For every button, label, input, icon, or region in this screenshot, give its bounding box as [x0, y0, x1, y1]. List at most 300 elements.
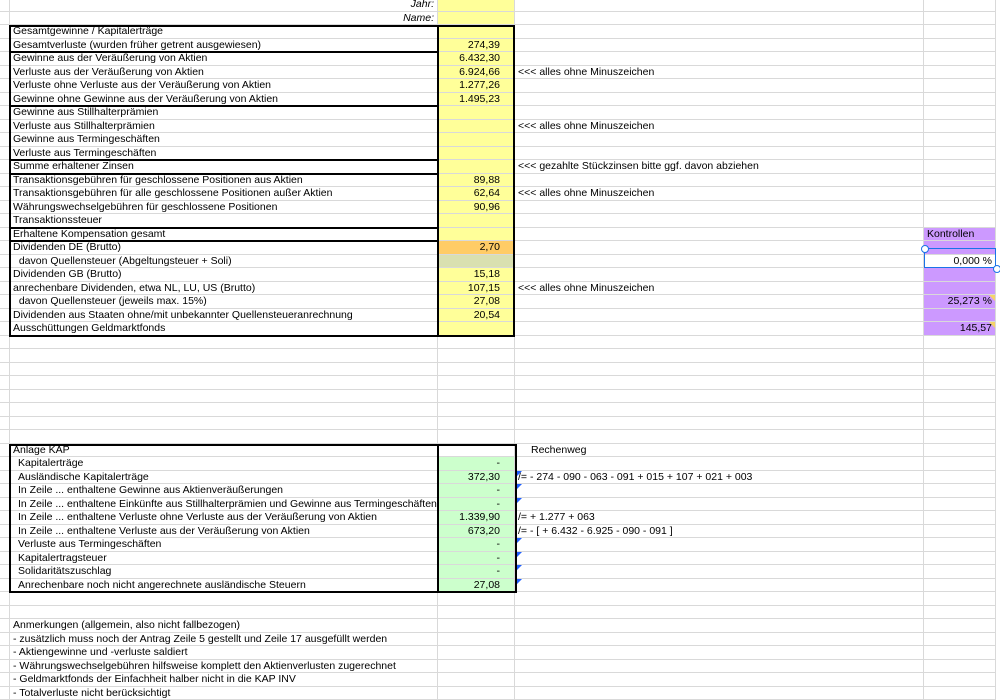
cell[interactable]: [438, 619, 515, 633]
sheet-row: [0, 471, 1000, 485]
cell[interactable]: [438, 444, 515, 458]
cell[interactable]: [924, 336, 996, 350]
sheet-row: [0, 430, 1000, 444]
sheet-row: [0, 174, 1000, 188]
cell[interactable]: [10, 592, 438, 606]
input-label[interactable]: Dividenden aus Staaten ohne/mit unbekannter Quellensteueranrechnung: [10, 309, 438, 323]
cell[interactable]: [515, 390, 924, 404]
sheet-row: [0, 66, 1000, 80]
cell[interactable]: [0, 25, 10, 39]
cell[interactable]: [924, 39, 996, 53]
cell[interactable]: [0, 174, 10, 188]
cell[interactable]: [515, 214, 924, 228]
cell[interactable]: [515, 565, 924, 579]
cell[interactable]: [0, 673, 10, 687]
input-label[interactable]: davon Quellensteuer (Abgeltungsteuer + Soli): [10, 255, 438, 269]
cell[interactable]: [924, 120, 996, 134]
anlage-label[interactable]: Kapitalertragsteuer: [10, 552, 438, 566]
cell[interactable]: [515, 430, 924, 444]
cell[interactable]: [924, 673, 996, 687]
comment-marker-icon[interactable]: [515, 484, 522, 491]
cell[interactable]: [924, 66, 996, 80]
sheet-row: [0, 12, 1000, 26]
cell[interactable]: [0, 268, 10, 282]
anlage-label[interactable]: In Zeile ... enthaltene Verluste aus der Veräußerung von Aktien: [10, 525, 438, 539]
rechenweg-title[interactable]: Rechenweg: [515, 444, 924, 458]
input-label[interactable]: Erhaltene Kompensation gesamt: [10, 228, 438, 242]
input-label[interactable]: anrechenbare Dividenden, etwa NL, LU, US (Brutto): [10, 282, 438, 296]
comment-marker-icon[interactable]: [515, 552, 522, 559]
cell[interactable]: [515, 363, 924, 377]
cell[interactable]: [924, 52, 996, 66]
cell[interactable]: [0, 538, 10, 552]
hint-note[interactable]: <<< gezahlte Stückzinsen bitte ggf. davon abziehen: [515, 160, 924, 174]
kontrolle-value[interactable]: 25,273 %: [924, 295, 996, 309]
cell[interactable]: [924, 633, 996, 647]
cell[interactable]: [0, 52, 10, 66]
cell[interactable]: [515, 673, 924, 687]
cell[interactable]: [0, 241, 10, 255]
sheet-row: [0, 336, 1000, 350]
cell[interactable]: [924, 363, 996, 377]
cell[interactable]: [10, 363, 438, 377]
input-value[interactable]: 2,70: [438, 241, 515, 255]
sheet-row: [0, 214, 1000, 228]
anmerkung-text[interactable]: - zusätzlich muss noch der Antrag Zeile 5 gestellt und Zeile 17 ausgefüllt werden: [10, 633, 438, 647]
cell[interactable]: [924, 79, 996, 93]
cell[interactable]: [438, 417, 515, 431]
cell[interactable]: [924, 511, 996, 525]
input-label[interactable]: Gewinne aus Stillhalterprämien: [10, 106, 438, 120]
sheet-row: [0, 79, 1000, 93]
cell[interactable]: [10, 376, 438, 390]
cell[interactable]: [0, 309, 10, 323]
cell[interactable]: [0, 525, 10, 539]
anlage-label[interactable]: Kapitalerträge: [10, 457, 438, 471]
cell[interactable]: [0, 687, 10, 700]
cell[interactable]: [515, 349, 924, 363]
jahr-label[interactable]: Jahr:: [10, 0, 438, 12]
input-label[interactable]: Verluste aus Stillhalterprämien: [10, 120, 438, 134]
cell[interactable]: [924, 457, 996, 471]
cell[interactable]: [10, 390, 438, 404]
cell[interactable]: [438, 349, 515, 363]
comment-marker-icon[interactable]: [515, 498, 522, 505]
cell[interactable]: [438, 403, 515, 417]
rechenweg-formula[interactable]: /= - [ + 6.432 - 6.925 - 090 - 091 ]: [515, 525, 924, 539]
cell[interactable]: [0, 430, 10, 444]
cell[interactable]: [0, 295, 10, 309]
anlage-label[interactable]: Anrechenbare noch nicht angerechnete ausländische Steuern: [10, 579, 438, 593]
rechenweg-formula[interactable]: /= + 1.277 + 063: [515, 511, 924, 525]
cell[interactable]: [0, 403, 10, 417]
cell[interactable]: [0, 633, 10, 647]
sheet-row: [0, 120, 1000, 134]
hint-note[interactable]: <<< alles ohne Minuszeichen: [515, 282, 924, 296]
hint-note[interactable]: <<< alles ohne Minuszeichen: [515, 187, 924, 201]
cell[interactable]: [515, 579, 924, 593]
anmerkung-text[interactable]: - Aktiengewinne und -verluste saldiert: [10, 646, 438, 660]
cell[interactable]: [0, 214, 10, 228]
cell[interactable]: [515, 619, 924, 633]
input-label[interactable]: Gewinne aus Termingeschäften: [10, 133, 438, 147]
hint-note[interactable]: <<< alles ohne Minuszeichen: [515, 66, 924, 80]
cell[interactable]: [0, 39, 10, 53]
sheet-row: [0, 673, 1000, 687]
cell[interactable]: [0, 120, 10, 134]
cell[interactable]: [924, 147, 996, 161]
cell[interactable]: [0, 12, 10, 26]
cell[interactable]: [924, 484, 996, 498]
cell[interactable]: [515, 79, 924, 93]
input-label[interactable]: Gewinne ohne Gewinne aus der Veräußerung von Aktien: [10, 93, 438, 107]
cell[interactable]: [924, 268, 996, 282]
cell[interactable]: [438, 376, 515, 390]
cell[interactable]: [0, 79, 10, 93]
cell[interactable]: [515, 228, 924, 242]
input-value[interactable]: 15,18: [438, 268, 515, 282]
anlage-label[interactable]: In Zeile ... enthaltene Gewinne aus Aktienveräußerungen: [10, 484, 438, 498]
input-label[interactable]: Dividenden DE (Brutto): [10, 241, 438, 255]
input-value[interactable]: 90,96: [438, 201, 515, 215]
hint-note[interactable]: <<< alles ohne Minuszeichen: [515, 120, 924, 134]
sheet-row: [0, 606, 1000, 620]
sheet-row: [0, 295, 1000, 309]
selection-handle-icon[interactable]: [993, 265, 1000, 273]
cell[interactable]: [0, 133, 10, 147]
cell[interactable]: [0, 511, 10, 525]
cell[interactable]: [0, 201, 10, 215]
cell[interactable]: [0, 336, 10, 350]
cell[interactable]: [515, 633, 924, 647]
cell[interactable]: [515, 646, 924, 660]
anlage-value[interactable]: -: [438, 498, 515, 512]
input-label[interactable]: Gesamtverluste (wurden früher getrent ausgewiesen): [10, 39, 438, 53]
cell[interactable]: [0, 66, 10, 80]
cell[interactable]: [438, 133, 515, 147]
cell[interactable]: [0, 255, 10, 269]
kontrolle-value[interactable]: 0,000 %: [924, 255, 996, 269]
input-label[interactable]: Verluste aus Termingeschäften: [10, 147, 438, 161]
cell[interactable]: [924, 106, 996, 120]
anlage-value[interactable]: 1.339,90: [438, 511, 515, 525]
cell[interactable]: [10, 606, 438, 620]
cell[interactable]: [10, 336, 438, 350]
cell[interactable]: [0, 187, 10, 201]
cell[interactable]: [515, 417, 924, 431]
cell[interactable]: [438, 363, 515, 377]
cell[interactable]: [515, 174, 924, 188]
cell[interactable]: [438, 120, 515, 134]
cell[interactable]: [924, 0, 996, 12]
sheet-row: [0, 687, 1000, 700]
input-label[interactable]: davon Quellensteuer (jeweils max. 15%): [10, 295, 438, 309]
cell[interactable]: [515, 457, 924, 471]
cell[interactable]: [0, 0, 10, 12]
cell[interactable]: [438, 687, 515, 700]
cell[interactable]: [10, 403, 438, 417]
anmerkung-text[interactable]: - Geldmarktfonds der Einfachheit halber nicht in die KAP INV: [10, 673, 438, 687]
sheet-row: [0, 363, 1000, 377]
cell[interactable]: [924, 552, 996, 566]
cell[interactable]: [438, 214, 515, 228]
input-label[interactable]: Transaktionsgebühren für alle geschlossene Positionen außer Aktien: [10, 187, 438, 201]
cell[interactable]: [438, 336, 515, 350]
selection-handle-icon[interactable]: [921, 245, 929, 253]
cell[interactable]: [10, 430, 438, 444]
cell[interactable]: [0, 93, 10, 107]
cell[interactable]: [0, 579, 10, 593]
cell[interactable]: [924, 349, 996, 363]
cell[interactable]: [10, 417, 438, 431]
cell[interactable]: [515, 241, 924, 255]
cell[interactable]: [0, 619, 10, 633]
cell[interactable]: [924, 430, 996, 444]
cell[interactable]: [438, 646, 515, 660]
sheet-row: [0, 39, 1000, 53]
sheet-row: [0, 390, 1000, 404]
input-value[interactable]: 27,08: [438, 295, 515, 309]
comment-marker-icon[interactable]: [989, 295, 995, 301]
cell[interactable]: [515, 12, 924, 26]
sheet-row: [0, 444, 1000, 458]
cell[interactable]: [515, 484, 924, 498]
cell[interactable]: [924, 93, 996, 107]
input-label[interactable]: Transaktionssteuer: [10, 214, 438, 228]
cell[interactable]: [515, 592, 924, 606]
cell[interactable]: [0, 552, 10, 566]
cell[interactable]: [515, 25, 924, 39]
input-label[interactable]: Gesamtgewinne / Kapitalerträge: [10, 25, 438, 39]
cell[interactable]: [924, 282, 996, 296]
cell[interactable]: [515, 93, 924, 107]
cell[interactable]: [438, 160, 515, 174]
cell[interactable]: [924, 214, 996, 228]
sheet-row: [0, 619, 1000, 633]
cell[interactable]: [0, 444, 10, 458]
input-value[interactable]: 6.432,30: [438, 52, 515, 66]
cell[interactable]: [438, 106, 515, 120]
cell[interactable]: [0, 147, 10, 161]
sheet-row: [0, 403, 1000, 417]
sheet-row: [0, 25, 1000, 39]
cell[interactable]: [438, 0, 515, 12]
anlage-value[interactable]: -: [438, 538, 515, 552]
input-value[interactable]: 1.277,26: [438, 79, 515, 93]
cell[interactable]: [924, 471, 996, 485]
input-label[interactable]: Währungswechselgebühren für geschlossene Positionen: [10, 201, 438, 215]
anlage-label[interactable]: Solidaritätszuschlag: [10, 565, 438, 579]
sheet-row: [0, 106, 1000, 120]
kontrollen-title[interactable]: Kontrollen: [924, 228, 996, 242]
anmerkung-text[interactable]: - Währungswechselgebühren hilfsweise komplett den Aktienverlusten zugerechnet: [10, 660, 438, 674]
cell[interactable]: [0, 106, 10, 120]
sheet-row: [0, 268, 1000, 282]
cell[interactable]: [0, 390, 10, 404]
anlage-label[interactable]: In Zeile ... enthaltene Einkünfte aus Stillhalterprämien und Gewinne aus Termingeschäften: [10, 498, 438, 512]
cell[interactable]: [515, 538, 924, 552]
kontrolle-value[interactable]: 145,57: [924, 322, 996, 336]
cell[interactable]: [924, 25, 996, 39]
sheet-row: [0, 322, 1000, 336]
sheet-row: [0, 228, 1000, 242]
anlage-value[interactable]: 27,08: [438, 579, 515, 593]
cell[interactable]: [924, 174, 996, 188]
cell[interactable]: [924, 646, 996, 660]
input-value[interactable]: 107,15: [438, 282, 515, 296]
cell[interactable]: [0, 376, 10, 390]
cell[interactable]: [515, 687, 924, 700]
anlage-value[interactable]: 372,30: [438, 471, 515, 485]
cell[interactable]: [515, 498, 924, 512]
cell[interactable]: [924, 444, 996, 458]
cell[interactable]: [924, 12, 996, 26]
cell[interactable]: [515, 295, 924, 309]
cell[interactable]: [10, 349, 438, 363]
input-label[interactable]: Transaktionsgebühren für geschlossene Positionen aus Aktien: [10, 174, 438, 188]
cell[interactable]: [924, 309, 996, 323]
cell[interactable]: [924, 525, 996, 539]
cell[interactable]: [515, 376, 924, 390]
cell[interactable]: [438, 673, 515, 687]
cell[interactable]: [924, 201, 996, 215]
comment-marker-icon[interactable]: [515, 471, 522, 478]
cell[interactable]: [438, 390, 515, 404]
comment-marker-icon[interactable]: [515, 579, 522, 586]
cell[interactable]: [924, 403, 996, 417]
anlage-value[interactable]: -: [438, 484, 515, 498]
cell[interactable]: [515, 52, 924, 66]
input-label[interactable]: Ausschüttungen Geldmarktfonds: [10, 322, 438, 336]
anlage-value[interactable]: 673,20: [438, 525, 515, 539]
cell[interactable]: [515, 255, 924, 269]
cell[interactable]: [924, 187, 996, 201]
cell[interactable]: [924, 687, 996, 700]
cell[interactable]: [515, 606, 924, 620]
cell[interactable]: [924, 565, 996, 579]
input-value[interactable]: 20,54: [438, 309, 515, 323]
input-label[interactable]: Summe erhaltener Zinsen: [10, 160, 438, 174]
cell[interactable]: [924, 390, 996, 404]
anlage-label[interactable]: Verluste aus Termingeschäften: [10, 538, 438, 552]
cell[interactable]: [0, 592, 10, 606]
cell[interactable]: [924, 660, 996, 674]
cell[interactable]: [0, 417, 10, 431]
cell[interactable]: [438, 228, 515, 242]
input-value[interactable]: 274,39: [438, 39, 515, 53]
cell[interactable]: [515, 133, 924, 147]
anmerkung-text[interactable]: Anmerkungen (allgemein, also nicht fallbezogen): [10, 619, 438, 633]
sheet-row: [0, 255, 1000, 269]
cell[interactable]: [924, 160, 996, 174]
input-label[interactable]: Verluste ohne Verluste aus der Veräußerung von Aktien: [10, 79, 438, 93]
comment-marker-icon[interactable]: [989, 322, 995, 328]
anlage-value[interactable]: -: [438, 457, 515, 471]
comment-marker-icon[interactable]: [515, 538, 522, 545]
cell[interactable]: [924, 619, 996, 633]
cell[interactable]: [0, 646, 10, 660]
cell[interactable]: [0, 565, 10, 579]
anlage-value[interactable]: -: [438, 565, 515, 579]
cell[interactable]: [0, 228, 10, 242]
sheet-row: [0, 0, 1000, 12]
cell[interactable]: [515, 309, 924, 323]
cell[interactable]: [0, 471, 10, 485]
input-value[interactable]: 1.495,23: [438, 93, 515, 107]
cell[interactable]: [0, 282, 10, 296]
cell[interactable]: [438, 12, 515, 26]
cell[interactable]: [0, 363, 10, 377]
cell[interactable]: [924, 498, 996, 512]
cell[interactable]: [438, 322, 515, 336]
cell[interactable]: [0, 349, 10, 363]
anmerkung-text[interactable]: - Totalverluste nicht berücksichtigt: [10, 687, 438, 700]
cell[interactable]: [515, 106, 924, 120]
cell[interactable]: [924, 133, 996, 147]
cell[interactable]: [515, 322, 924, 336]
anlage-label[interactable]: Ausländische Kapitalerträge: [10, 471, 438, 485]
cell[interactable]: [924, 606, 996, 620]
input-label[interactable]: Gewinne aus der Veräußerung von Aktien: [10, 52, 438, 66]
cell[interactable]: [0, 484, 10, 498]
anlage-title[interactable]: Anlage KAP: [10, 444, 438, 458]
anlage-label[interactable]: In Zeile ... enthaltene Verluste ohne Verluste aus der Veräußerung von Aktien: [10, 511, 438, 525]
input-value[interactable]: 89,88: [438, 174, 515, 188]
cell[interactable]: [438, 633, 515, 647]
rechenweg-formula[interactable]: /= - 274 - 090 - 063 - 091 + 015 + 107 + 021 + 003: [515, 471, 924, 485]
cell[interactable]: [515, 403, 924, 417]
cell[interactable]: [515, 660, 924, 674]
sheet-row: [0, 552, 1000, 566]
cell[interactable]: [438, 25, 515, 39]
cell[interactable]: [0, 322, 10, 336]
input-label[interactable]: Dividenden GB (Brutto): [10, 268, 438, 282]
cell[interactable]: [438, 147, 515, 161]
cell[interactable]: [515, 0, 924, 12]
cell[interactable]: [515, 147, 924, 161]
cell[interactable]: [438, 592, 515, 606]
cell[interactable]: [924, 538, 996, 552]
cell[interactable]: [438, 606, 515, 620]
input-value[interactable]: 6.924,66: [438, 66, 515, 80]
comment-marker-icon[interactable]: [515, 565, 522, 572]
cell[interactable]: [0, 457, 10, 471]
cell[interactable]: [924, 376, 996, 390]
name-label[interactable]: Name:: [10, 12, 438, 26]
anlage-value[interactable]: -: [438, 552, 515, 566]
cell[interactable]: [924, 241, 996, 255]
cell[interactable]: [515, 336, 924, 350]
cell[interactable]: [515, 201, 924, 215]
input-value[interactable]: 62,64: [438, 187, 515, 201]
sheet-row: [0, 133, 1000, 147]
cell[interactable]: [924, 417, 996, 431]
cell[interactable]: [515, 39, 924, 53]
input-label[interactable]: Verluste aus der Veräußerung von Aktien: [10, 66, 438, 80]
cell[interactable]: [515, 268, 924, 282]
cell[interactable]: [438, 255, 515, 269]
cell[interactable]: [515, 552, 924, 566]
cell[interactable]: [0, 606, 10, 620]
cell[interactable]: [924, 579, 996, 593]
cell[interactable]: [0, 660, 10, 674]
cell[interactable]: [0, 498, 10, 512]
cell[interactable]: [438, 430, 515, 444]
cell[interactable]: [438, 660, 515, 674]
cell[interactable]: [0, 160, 10, 174]
sheet-row: [0, 376, 1000, 390]
cell[interactable]: [924, 592, 996, 606]
